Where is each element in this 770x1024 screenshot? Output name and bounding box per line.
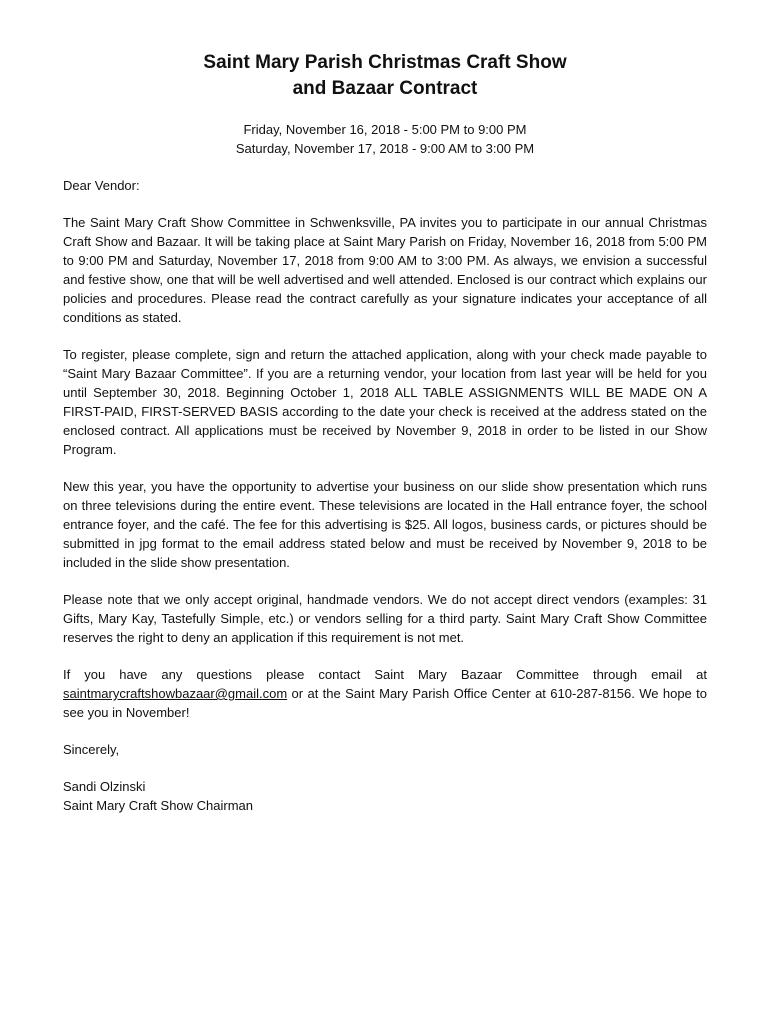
title-line-1: Saint Mary Parish Christmas Craft Show <box>203 52 567 73</box>
paragraph-vendor-policy: Please note that we only accept original, handmade vendors. We do not accept direct vendors (examples: 31 Gifts, Mary Kay, Tastefully Simple, etc.) or vendors selling for a third party. Saint Mary Craft Show Committee reserves the right to deny an application if this requirement is not met. <box>63 592 707 645</box>
signer-name: Sandi Olzinski <box>63 779 146 794</box>
signer-title: Saint Mary Craft Show Chairman <box>63 798 254 813</box>
greeting: Dear Vendor: <box>63 178 140 193</box>
date-friday: Friday, November 16, 2018 - 5:00 PM to 9:00 PM <box>243 122 527 137</box>
title-line-2: and Bazaar Contract <box>292 78 478 99</box>
event-dates <box>63 120 707 158</box>
closing: Sincerely, <box>63 742 120 757</box>
signature-block <box>63 777 707 815</box>
paragraph-advertising: New this year, you have the opportunity to advertise your business on our slide show presentation which runs on three televisions during the entire event. These televisions are located in the Hall entrance foyer, the school entrance foyer, and the café. The fee for this advertising is $25. All logos, business cards, or pictures should be submitted in jpg format to the email address stated below and must be received by November 9, 2018 to be included in the slide show presentation. <box>63 479 707 570</box>
document-title <box>63 50 707 102</box>
contact-text-end: or at the Saint Mary Parish Office Center at 610-287-8156. We hope to see you in November! <box>63 686 707 720</box>
paragraph-registration: To register, please complete, sign and return the attached application, along with your check made payable to “Saint Mary Bazaar Committee”. If you are a returning vendor, your location from last year will be held for you until September 30, 2018. Beginning October 1, 2018 ALL TABLE ASSIGNMENTS WILL BE MADE ON A FIRST-PAID, FIRST-SERVED BASIS according to the date your check is received at the address stated on the enclosed contract. All applications must be received by November 9, 2018 in order to be listed in our Show Program. <box>63 347 707 457</box>
contact-email-link[interactable]: saintmarycraftshowbazaar@gmail.com <box>63 686 288 701</box>
contact-text: If you have any questions please contact Saint Mary Bazaar Committee through email at <box>63 667 707 682</box>
date-saturday: Saturday, November 17, 2018 - 9:00 AM to 3:00 PM <box>235 141 535 156</box>
paragraph-contact <box>63 665 707 722</box>
paragraph-invitation: The Saint Mary Craft Show Committee in Schwenksville, PA invites you to participate in our annual Christmas Craft Show and Bazaar. It will be taking place at Saint Mary Parish on Friday, November 16, 2018 from 5:00 PM to 9:00 PM and Saturday, November 17, 2018 from 9:00 AM to 3:00 PM. As always, we envision a successful and festive show, one that will be well advertised and well attended. Enclosed is our contract which explains our policies and procedures. Please read the contract carefully as your signature indicates your acceptance of all conditions as stated. <box>63 215 707 325</box>
